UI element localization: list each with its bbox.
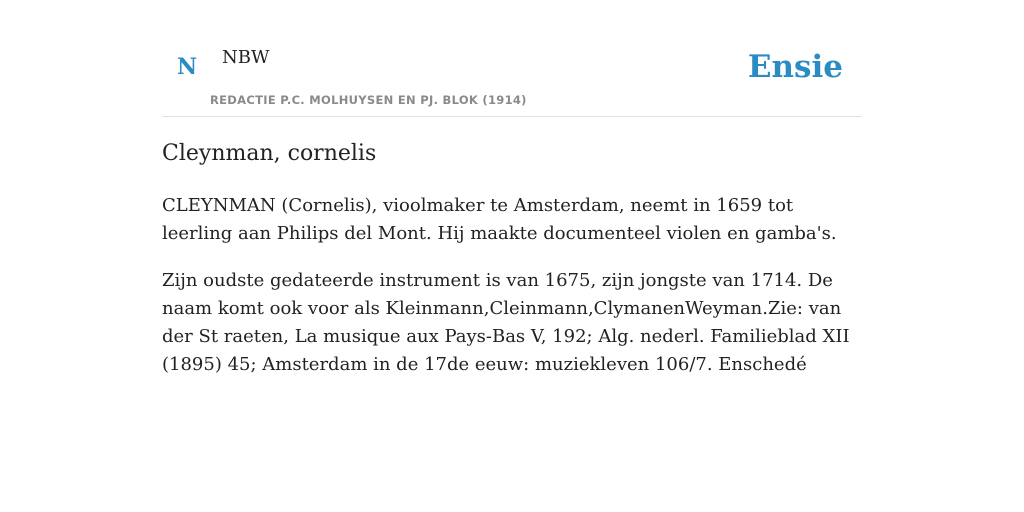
brand-logo[interactable]: Ensie (747, 49, 843, 85)
article-paragraph: CLEYNMAN (Cornelis), vioolmaker te Amsterdam, neemt in 1659 tot leerling aan Philips del Mont. Hij maakte documenteel violen en gamba's. (162, 195, 837, 244)
article (162, 138, 862, 379)
source-logo[interactable]: N (177, 54, 198, 80)
source-editors: REDACTIE P.C. MOLHUYSEN EN PJ. BLOK (1914) (210, 93, 527, 107)
article-body (162, 192, 862, 379)
article-title: Cleynman, cornelis (162, 141, 377, 166)
page-header (162, 0, 862, 117)
article-paragraph: Zijn oudste gedateerde instrument is van 1675, zijn jongste van 1714. De naam komt ook voor als Kleinmann,Cleinmann,ClymanenWeyman.Zie: van der St raeten, La musique aux Pays-Bas V, 192; Alg. nederl. Familieblad XII (1895) 45; Amsterdam in de 17de eeuw: muziekleven 106/7. Enschedé (162, 270, 850, 375)
source-name[interactable]: NBW (222, 47, 270, 68)
